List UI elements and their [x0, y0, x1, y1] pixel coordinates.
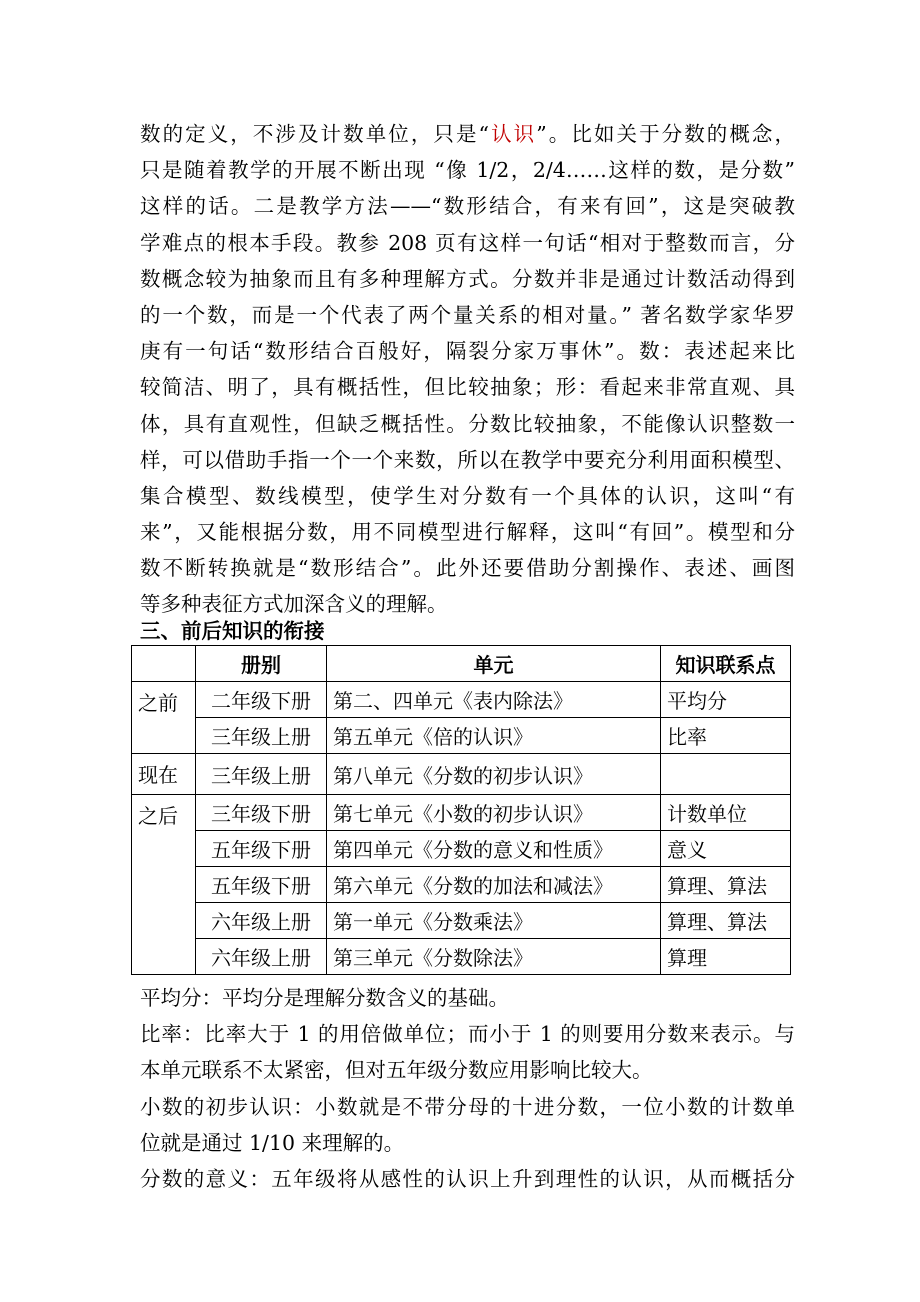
- stage-cell: 之前: [132, 682, 196, 754]
- link-cell: 算理、算法: [661, 867, 791, 903]
- table-row: [132, 718, 791, 754]
- table-row: [132, 831, 791, 867]
- unit-cell: 第八单元《分数的初步认识》: [327, 754, 661, 795]
- table-row: [132, 795, 791, 831]
- text-line: 等多种表征方式加深含义的理解。: [140, 592, 448, 617]
- header-unit: 单元: [327, 646, 661, 682]
- header-grade: 册别: [196, 646, 327, 682]
- link-cell: [661, 754, 791, 795]
- text-line: 的一个数，而是一个代表了两个量关系的相对量。” 著名数学家华罗: [140, 302, 795, 327]
- text-line: 比率：比率大于 1 的用倍做单位；而小于 1 的则要用分数来表示。与: [140, 1022, 795, 1047]
- highlighted-text: 认识: [489, 122, 537, 146]
- link-cell: 平均分: [661, 682, 791, 718]
- text-line: 较简洁、明了，具有概括性，但比较抽象；形：看起来非常直观、具: [140, 375, 795, 400]
- unit-cell: 第二、四单元《表内除法》: [327, 682, 661, 718]
- text-line: 位就是通过 1/10 来理解的。: [140, 1130, 405, 1155]
- stage-cell: 之后: [132, 795, 196, 975]
- grade-cell: 六年级上册: [196, 939, 327, 975]
- link-cell: 计数单位: [661, 795, 791, 831]
- text-segment: ”。比如关于分数的概念，: [536, 122, 795, 146]
- grade-cell: 五年级下册: [196, 867, 327, 903]
- text-line: 庚有一句话“数形结合百般好，隔裂分家万事休”。数：表述起来比: [140, 339, 795, 364]
- intro-paragraph: [140, 116, 795, 623]
- header-link: 知识联系点: [661, 646, 791, 682]
- table-body: [132, 682, 791, 975]
- unit-cell: 第三单元《分数除法》: [327, 939, 661, 975]
- grade-cell: 六年级上册: [196, 903, 327, 939]
- section-heading: 三、前后知识的衔接: [140, 619, 325, 643]
- unit-cell: 第六单元《分数的加法和减法》: [327, 867, 661, 903]
- text-line: 数不断转换就是“数形结合”。此外还要借助分割操作、表述、画图: [140, 556, 795, 581]
- link-cell: 算理: [661, 939, 791, 975]
- grade-cell: 三年级下册: [196, 795, 327, 831]
- grade-cell: 三年级上册: [196, 754, 327, 795]
- table-row: [132, 939, 791, 975]
- text-line: 数概念较为抽象而且有多种理解方式。分数并非是通过计数活动得到: [140, 266, 795, 291]
- link-cell: 比率: [661, 718, 791, 754]
- unit-cell: 第五单元《倍的认识》: [327, 718, 661, 754]
- unit-cell: 第一单元《分数乘法》: [327, 903, 661, 939]
- text-line: 样，可以借助手指一个一个来数，所以在教学中要充分利用面积模型、: [140, 447, 795, 472]
- table-row: [132, 754, 791, 795]
- text-line: 本单元联系不太紧密，但对五年级分数应用影响比较大。: [140, 1058, 653, 1083]
- text-line: 平均分：平均分是理解分数含义的基础。: [140, 986, 509, 1010]
- knowledge-link-table: [131, 645, 791, 975]
- text-line: 分数的意义：五年级将从感性的认识上升到理性的认识，从而概括分: [140, 1166, 795, 1191]
- grade-cell: 五年级下册: [196, 831, 327, 867]
- table-row: [132, 682, 791, 718]
- text-line: 来”，又能根据分数，用不同模型进行解释，这叫“有回”。模型和分: [140, 520, 795, 545]
- text-line: 体，具有直观性，但缺乏概括性。分数比较抽象，不能像认识整数一: [140, 411, 795, 436]
- link-cell: 算理、算法: [661, 903, 791, 939]
- text-line: 小数的初步认识：小数就是不带分母的十进分数，一位小数的计数单: [140, 1094, 795, 1119]
- text-line: 只是随着教学的开展不断出现 “像 1/2，2/4……这样的数，是分数”: [140, 158, 795, 183]
- stage-cell: 现在: [132, 754, 196, 795]
- text-line: 这样的话。二是教学方法——“数形结合，有来有回”，这是突破教: [140, 194, 795, 219]
- link-cell: 意义: [661, 831, 791, 867]
- text-line: [140, 116, 795, 152]
- table-row: [132, 903, 791, 939]
- header-stage: [132, 646, 196, 682]
- text-line: 集合模型、数线模型，使学生对分数有一个具体的认识，这叫“有: [140, 483, 795, 508]
- text-segment: 数的定义，不涉及计数单位，只是“: [140, 122, 490, 146]
- notes-paragraph: [140, 980, 795, 1197]
- table-row: [132, 867, 791, 903]
- unit-cell: 第七单元《小数的初步认识》: [327, 795, 661, 831]
- grade-cell: 三年级上册: [196, 718, 327, 754]
- text-line: 学难点的根本手段。教参 208 页有这样一句话“相对于整数而言，分: [140, 230, 795, 255]
- unit-cell: 第四单元《分数的意义和性质》: [327, 831, 661, 867]
- grade-cell: 二年级下册: [196, 682, 327, 718]
- table-header-row: [132, 646, 791, 682]
